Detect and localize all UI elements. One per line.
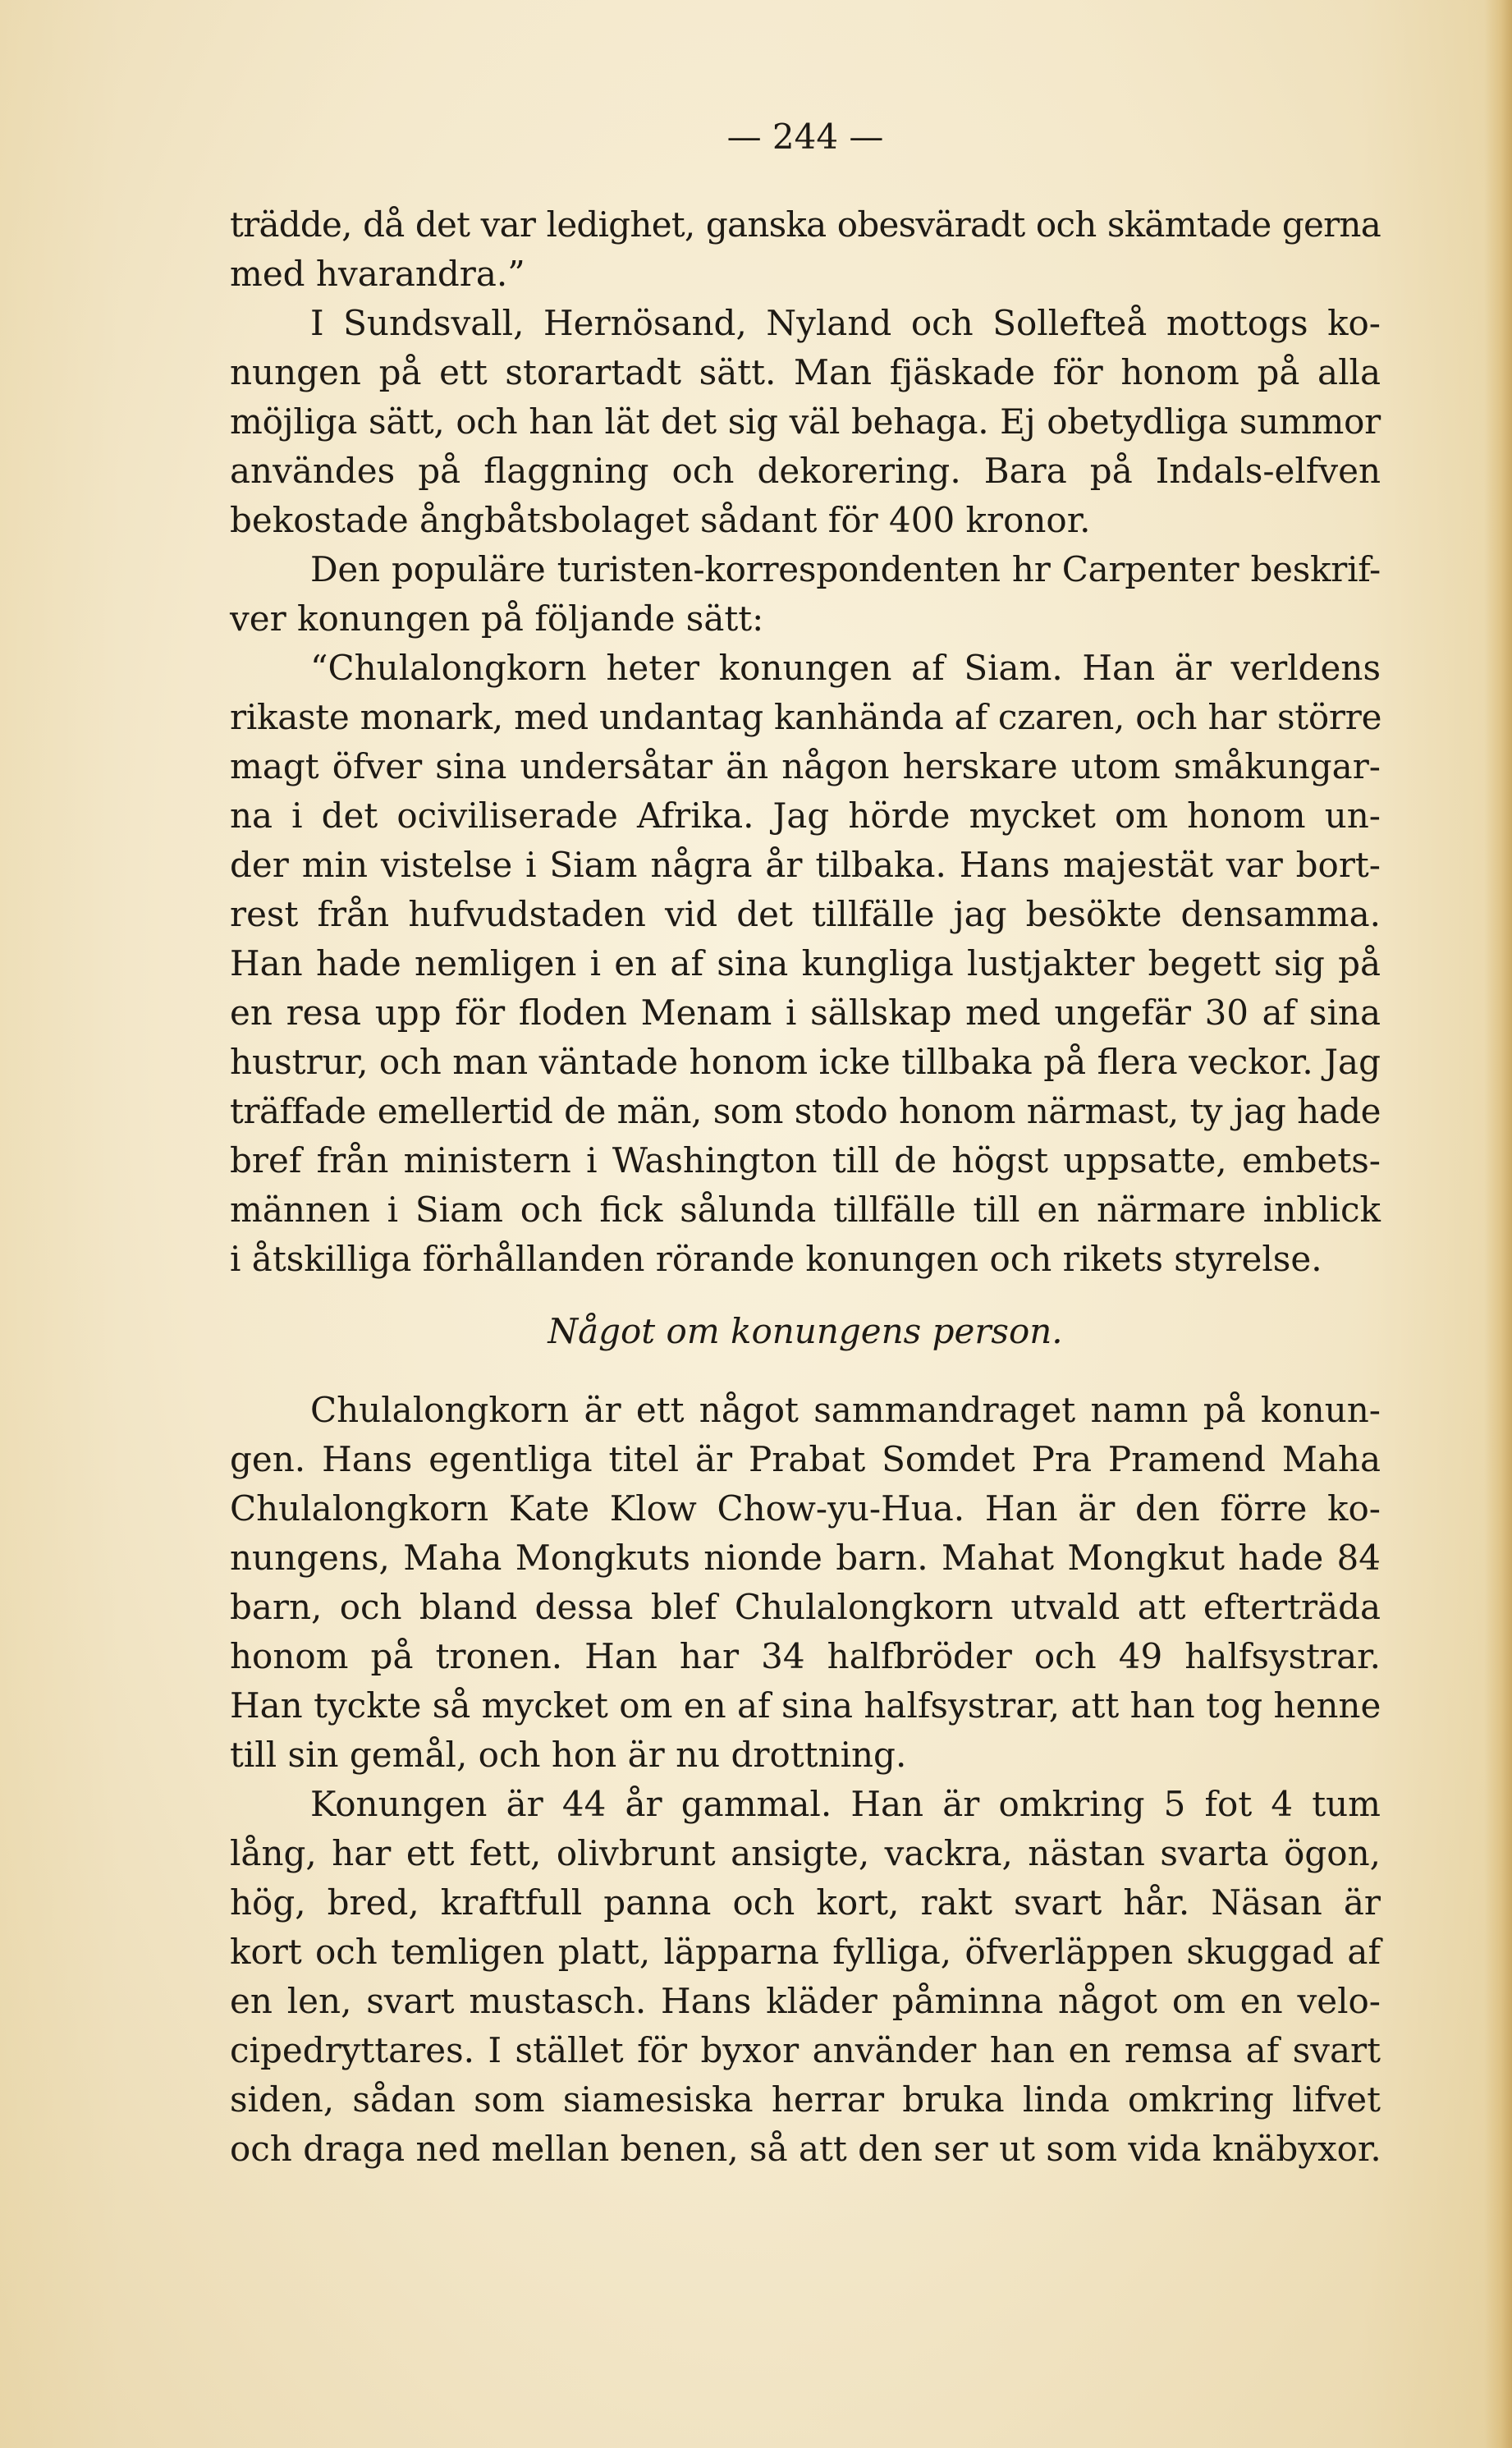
text-line: i åtskilliga förhållanden rörande konungen och rikets styrelse. — [230, 1239, 1322, 1279]
text-line: siden, sådan som siamesiska herrar bruka linda omkring lifvet — [230, 2079, 1381, 2120]
text-line: kort och temligen platt, läpparna fylliga, öfverläppen skuggad af — [230, 1932, 1381, 1972]
text-line: rikaste monark, med undantag kanhända af czaren, och har större — [230, 697, 1382, 737]
text-line: ver konungen på följande sätt: — [230, 598, 764, 639]
text-line: magt öfver sina undersåtar än någon herskare utom småkungar- — [230, 746, 1381, 786]
text-line: Han tyckte så mycket om en af sina halfsystrar, att han tog henne — [230, 1685, 1381, 1726]
text-line: Chulalongkorn är ett något sammandraget namn på konun- — [310, 1390, 1381, 1430]
text-line: barn, och bland dessa blef Chulalongkorn utvald att efterträda — [230, 1587, 1381, 1627]
text-line: der min vistelse i Siam några år tilbaka. Hans majestät var bort- — [230, 845, 1381, 885]
text-line: möjliga sätt, och han lät det sig väl behaga. Ej obetydliga summor — [230, 401, 1381, 442]
text-line: rest från hufvudstaden vid det tillfälle jag besökte densamma. — [230, 894, 1381, 934]
text-line: Den populäre turisten-korrespondenten hr Carpenter beskrif- — [310, 549, 1381, 589]
text-line: till sin gemål, och hon är nu drottning. — [230, 1735, 907, 1775]
text-line: träffade emellertid de män, som stodo honom närmast, ty jag hade — [230, 1091, 1381, 1131]
text-line: nungen på ett storartadt sätt. Man fjäskade för honom på alla — [230, 352, 1381, 392]
text-line: I Sundsvall, Hernösand, Nyland och Sollefteå mottogs ko- — [310, 303, 1381, 343]
text-line: Konungen är 44 år gammal. Han är omkring 5 fot 4 tum — [310, 1784, 1381, 1824]
text-line: bekostade ångbåtsbolaget sådant för 400 kronor. — [230, 500, 1091, 540]
text-line: “Chulalongkorn heter konungen af Siam. Han är verldens — [310, 648, 1381, 688]
section-heading: Något om konungens person. — [548, 1311, 1063, 1351]
page-edge-shading — [1484, 0, 1512, 2448]
text-line: nungens, Maha Mongkuts nionde barn. Mahat Mongkut hade 84 — [230, 1538, 1381, 1578]
text-line: och draga ned mellan benen, så att den ser ut som vida knäbyxor. — [230, 2129, 1381, 2169]
text-line: gen. Hans egentliga titel är Prabat Somdet Pra Pramend Maha — [230, 1439, 1381, 1479]
text-line: na i det ociviliserade Afrika. Jag hörde mycket om honom un- — [230, 795, 1381, 836]
text-line: cipedryttares. I stället för byxor använder han en remsa af svart — [230, 2030, 1381, 2070]
text-line: en len, svart mustasch. Hans kläder påminna något om en velo- — [230, 1981, 1381, 2021]
page-number: — 244 — — [726, 117, 884, 157]
text-line: Han hade nemligen i en af sina kungliga lustjakter begett sig på — [230, 943, 1381, 983]
text-line: hög, bred, kraftfull panna och kort, rakt svart hår. Näsan är — [230, 1882, 1381, 1923]
text-line: med hvarandra.” — [230, 254, 525, 294]
text-line: bref från ministern i Washington till de högst uppsatte, embets- — [230, 1140, 1381, 1180]
text-line: hustrur, och man väntade honom icke tillbaka på flera veckor. Jag — [230, 1042, 1381, 1082]
text-line: trädde, då det var ledighet, ganska obesväradt och skämtade gerna — [230, 204, 1381, 245]
text-line: Chulalongkorn Kate Klow Chow-yu-Hua. Han är den förre ko- — [230, 1488, 1381, 1529]
text-line: lång, har ett fett, olivbrunt ansigte, vackra, nästan svarta ögon, — [230, 1833, 1381, 1873]
text-line: honom på tronen. Han har 34 halfbröder och 49 halfsystrar. — [230, 1636, 1381, 1676]
text-line: en resa upp för floden Menam i sällskap med ungefär 30 af sina — [230, 992, 1381, 1033]
text-line: männen i Siam och fick sålunda tillfälle till en närmare inblick — [230, 1190, 1381, 1230]
text-line: användes på flaggning och dekorering. Bara på Indals-elfven — [230, 451, 1381, 491]
